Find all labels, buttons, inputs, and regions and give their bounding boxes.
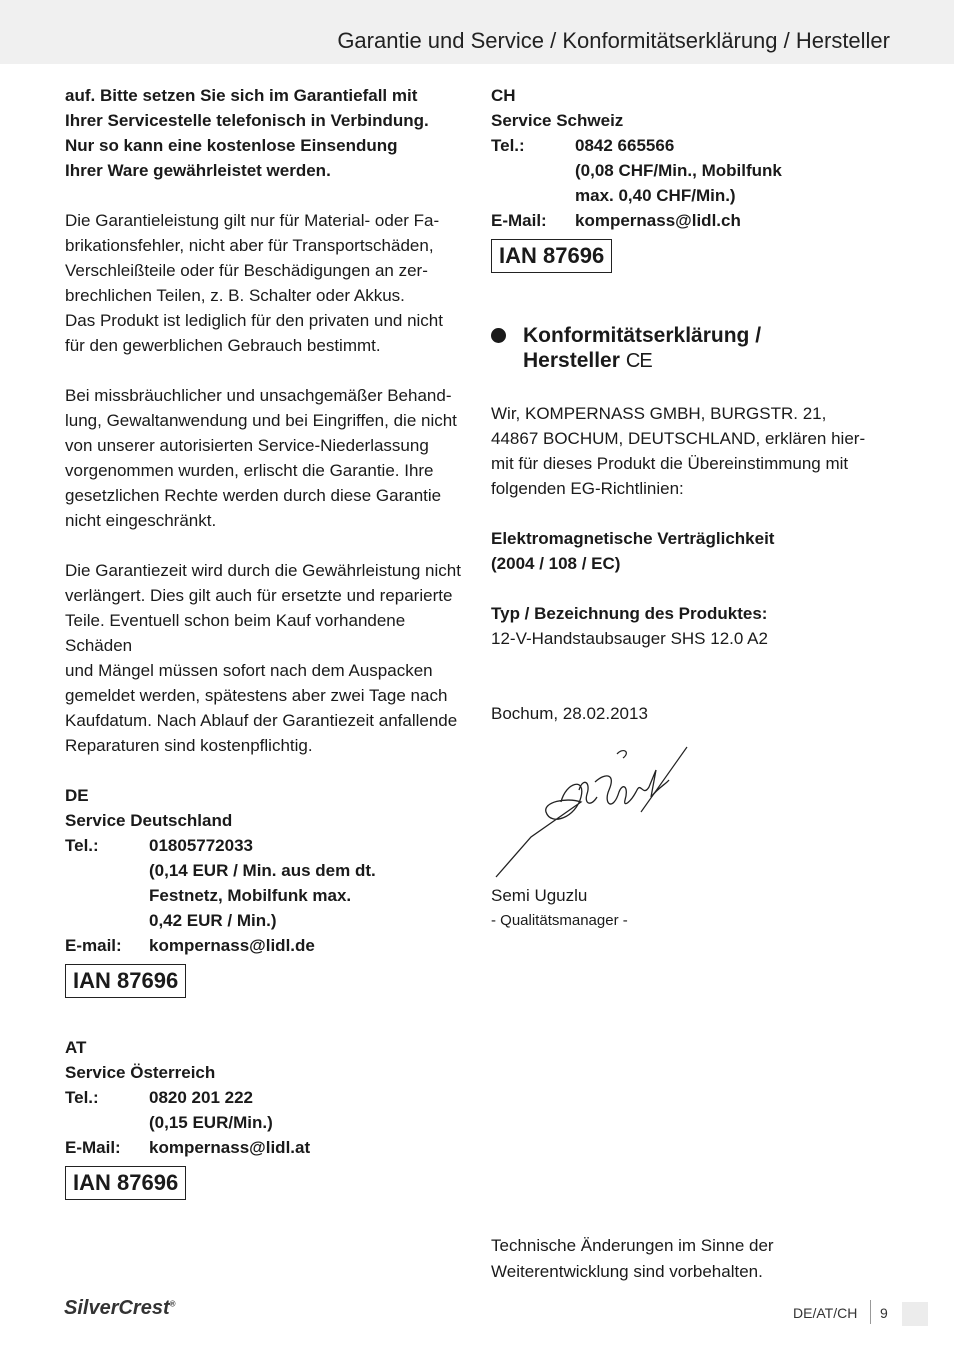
warranty-period-line: Reparaturen sind kostenpflichtig. [65,736,313,755]
phone-number[interactable]: 0820 201 222 [149,1088,253,1107]
signer-role: - Qualitätsmanager - [491,912,628,929]
misuse-line: Bei missbräuchlicher und unsachgemäßer Behand- [65,386,452,405]
email-label: E-mail: [65,936,122,955]
phone-rate: (0,15 EUR/Min.) [149,1113,273,1132]
right-column [491,83,891,726]
email-address[interactable]: kompernass@lidl.ch [575,211,741,230]
brand-logo [64,1297,176,1320]
email-address[interactable]: kompernass@lidl.at [149,1138,311,1157]
left-column [65,83,470,1200]
service-name: Service Österreich [65,1063,216,1082]
directive-line: (2004 / 108 / EC) [491,554,621,573]
directive-line: Elektromagnetische Verträglichkeit [491,529,775,548]
heading-line: Hersteller [523,349,620,372]
warranty-scope-line: Das Produkt ist lediglich für den privaten und nicht [65,311,443,330]
service-block-ch [491,83,891,273]
warranty-period-line: verlängert. Dies gilt auch für ersetzte und reparierte [65,586,453,605]
footer-divider [870,1300,871,1324]
warranty-scope-line: für den gewerblichen Gebrauch bestimmt. [65,336,381,355]
warranty-scope-line: Verschleißteile oder für Beschädigungen an zer- [65,261,428,280]
product-type-label: Typ / Bezeichnung des Produktes: [491,604,768,623]
warranty-period-line: Teile. Eventuell schon beim Kauf vorhandene Schäden [65,611,406,655]
service-block-de [65,783,470,998]
warranty-period-line: Kaufdatum. Nach Ablauf der Garantiezeit anfallende [65,711,458,730]
heading-line: Konformitätserklärung / [523,324,762,347]
service-name: Service Deutschland [65,811,233,830]
tel-label: Tel.: [65,836,99,855]
declaration-line: 44867 BOCHUM, DEUTSCHLAND, erklären hier- [491,429,866,448]
phone-rate: Festnetz, Mobilfunk max. [149,886,352,905]
page-number: 9 [880,1305,888,1321]
place-date: Bochum, 28.02.2013 [491,704,648,723]
declaration-line: folgenden EG-Richtlinien: [491,479,684,498]
phone-rate: 0,42 EUR / Min.) [149,911,277,930]
misuse-line: vorgenommen wurden, erlischt die Garantie. Ihre [65,461,434,480]
declaration-line: Wir, KOMPERNASS GMBH, BURGSTR. 21, [491,404,827,423]
phone-rate: max. 0,40 CHF/Min.) [575,186,736,205]
email-label: E-Mail: [491,211,547,230]
email-address[interactable]: kompernass@lidl.de [149,936,315,955]
warranty-scope-line: brikationsfehler, nicht aber für Transportschäden, [65,236,434,255]
misuse-line: nicht eingeschränkt. [65,511,217,530]
warranty-scope-line: brechlichen Teilen, z. B. Schalter oder Akkus. [65,286,405,305]
warranty-period-line: und Mängel müssen sofort nach dem Auspacken [65,661,433,680]
intro-line: auf. Bitte setzen Sie sich im Garantiefall mit [65,86,418,105]
ian-box: IAN 87696 [65,964,186,998]
ian-box: IAN 87696 [65,1166,186,1200]
footer-tab [902,1302,928,1326]
declaration-line: mit für dieses Produkt die Übereinstimmung mit [491,454,849,473]
intro-line: Ihrer Servicestelle telefonisch in Verbindung. [65,111,429,130]
phone-rate: (0,14 EUR / Min. aus dem dt. [149,861,376,880]
section-heading [491,323,891,374]
ce-mark-icon: CE [625,350,652,372]
ian-box: IAN 87696 [491,239,612,273]
intro-line: Nur so kann eine kostenlose Einsendung [65,136,398,155]
page-title: Garantie und Service / Konformitätserklärung / Hersteller [337,28,890,53]
intro-line: Ihrer Ware gewährleistet werden. [65,161,331,180]
brand-logo-text: SilverCrest [64,1297,170,1319]
country-code: CH [491,86,516,105]
country-code: DE [65,786,89,805]
service-name: Service Schweiz [491,111,624,130]
note-line: Weiterentwicklung sind vorbehalten. [491,1262,763,1281]
phone-number[interactable]: 01805772033 [149,836,254,855]
service-block-at [65,1035,470,1200]
product-type-value: 12-V-Handstaubsauger SHS 12.0 A2 [491,629,768,648]
registered-mark: ® [169,1299,176,1309]
phone-rate: (0,08 CHF/Min., Mobilfunk [575,161,782,180]
signer-name: Semi Uguzlu [491,886,588,905]
phone-number[interactable]: 0842 665566 [575,136,675,155]
bullet-icon [491,328,506,343]
country-code: AT [65,1038,87,1057]
signature-image [491,742,691,882]
warranty-scope-line: Die Garantieleistung gilt nur für Material- oder Fa- [65,211,440,230]
tel-label: Tel.: [491,136,525,155]
language-codes: DE/AT/CH [793,1305,858,1321]
misuse-line: von unserer autorisierten Service-Niederlassung [65,436,429,455]
misuse-line: lung, Gewaltanwendung und bei Eingriffen, die nicht [65,411,457,430]
warranty-period-line: Die Garantiezeit wird durch die Gewährleistung nicht [65,561,461,580]
technical-changes-note [491,1233,891,1285]
misuse-line: gesetzlichen Rechte werden durch diese Garantie [65,486,442,505]
tel-label: Tel.: [65,1088,99,1107]
signer-block [491,883,891,933]
note-line: Technische Änderungen im Sinne der [491,1236,774,1255]
warranty-period-line: gemeldet werden, spätestens aber zwei Tage nach [65,686,448,705]
email-label: E-Mail: [65,1138,121,1157]
